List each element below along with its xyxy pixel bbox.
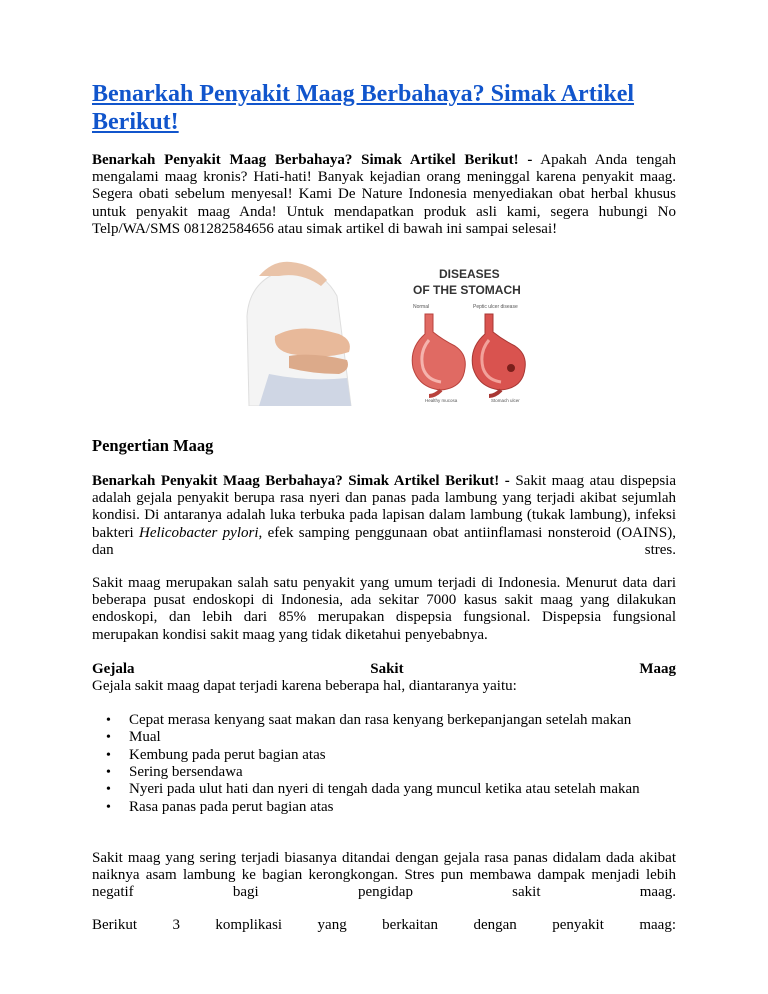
- label-ulcer: Peptic ulcer disease: [473, 304, 518, 311]
- article: [92, 80, 676, 935]
- label-normal: Normal: [413, 304, 430, 311]
- heartburn-paragraph: Sakit maag yang sering terjadi biasanya ditandai dengan gejala rasa panas didalam dada akibat naiknya asam lambung ke bagian kerongkongan. Stres pun membawa dampak menjadi lebih negatif bagi pengidap sakit maag.: [92, 849, 676, 901]
- definition-bold: Benarkah Penyakit Maag Berbahaya? Simak Artikel Berikut! -: [92, 473, 510, 490]
- symptoms-heading: [92, 661, 676, 678]
- article-title: [92, 80, 676, 136]
- list-item: • Kembung pada perut bagian atas: [129, 747, 676, 764]
- complications-intro: Berikut 3 komplikasi yang berkaitan dengan penyakit maag:: [92, 917, 676, 934]
- list-item: • Sering bersendawa: [129, 764, 676, 781]
- image-heading-line2: OF THE STOMACH: [413, 283, 521, 298]
- symptoms-list: [92, 712, 676, 816]
- symptoms-heading-word: Maag: [639, 660, 676, 677]
- image-heading-line1: DISEASES: [439, 267, 500, 282]
- intro-bold: Benarkah Penyakit Maag Berbahaya? Simak Artikel Berikut! -: [92, 152, 533, 168]
- symptoms-heading-word: Sakit: [370, 660, 404, 677]
- label-healthy: Healthy mucosa: [425, 398, 458, 404]
- symptoms-block: [92, 661, 676, 695]
- list-item: • Mual: [129, 729, 676, 746]
- stomach-illustration: [229, 256, 539, 406]
- intro-paragraph: [92, 152, 676, 238]
- definition-text-a: Sakit maag atau dispepsia adalah gejala penyakit berupa rasa nyeri dan panas pada lambung yang terjadi akibat sejumlah kondisi. Di antaranya adalah luka terbuka pada lapisan dalam lambung (tukak lambung), infeksi bakteri: [92, 473, 676, 541]
- intro-text: Apakah Anda tengah mengalami maag kronis? Hati-hati! Banyak kejadian orang meninggal karena penyakit maag. Segera obati sebelum menyesal! Kami De Nature Indonesia menyediakan obat herbal khusus untuk penyakit maag Anda! Untuk mendapatkan produk asli kami, segera hubungi No Telp/WA/SMS 081282584656 atau simak artikel di bawah ini sampai selesai!: [92, 152, 676, 237]
- statistics-paragraph: Sakit maag merupakan salah satu penyakit yang umum terjadi di Indonesia. Menurut data dari beberapa pusat endoskopi di Indonesia, ada sekitar 7000 kasus sakit maag yang dilakukan endoskopi, dan lebih dari 85% merupakan dispepsia fungsional. Dispepsia fungsional merupakan kondisi sakit maag yang tidak diketahui penyebabnya.: [92, 575, 676, 643]
- symptoms-heading-word: Gejala: [92, 660, 135, 677]
- section-heading: Pengertian Maag: [92, 436, 214, 456]
- list-item: • Rasa panas pada perut bagian atas: [129, 799, 676, 816]
- list-item: • Nyeri pada ulut hati dan nyeri di tengah dada yang muncul ketika atau setelah makan: [129, 781, 676, 798]
- label-stomach-ulcer: Stomach ulcer: [491, 398, 520, 404]
- list-item: • Cepat merasa kenyang saat makan dan rasa kenyang berkepanjangan setelah makan: [129, 712, 676, 729]
- definition-paragraph: [92, 473, 676, 559]
- definition-text-b: , efek samping penggunaan obat antiinflamasi nonsteroid (OAINS), dan stres.: [92, 524, 676, 558]
- article-title-link[interactable]: Benarkah Penyakit Maag Berbahaya? Simak Artikel Berikut!: [92, 81, 635, 135]
- definition-italic: Helicobacter pylori: [139, 524, 259, 541]
- stomach-disease-image: [229, 256, 539, 406]
- symptoms-intro: Gejala sakit maag dapat terjadi karena beberapa hal, diantaranya yaitu:: [92, 677, 517, 694]
